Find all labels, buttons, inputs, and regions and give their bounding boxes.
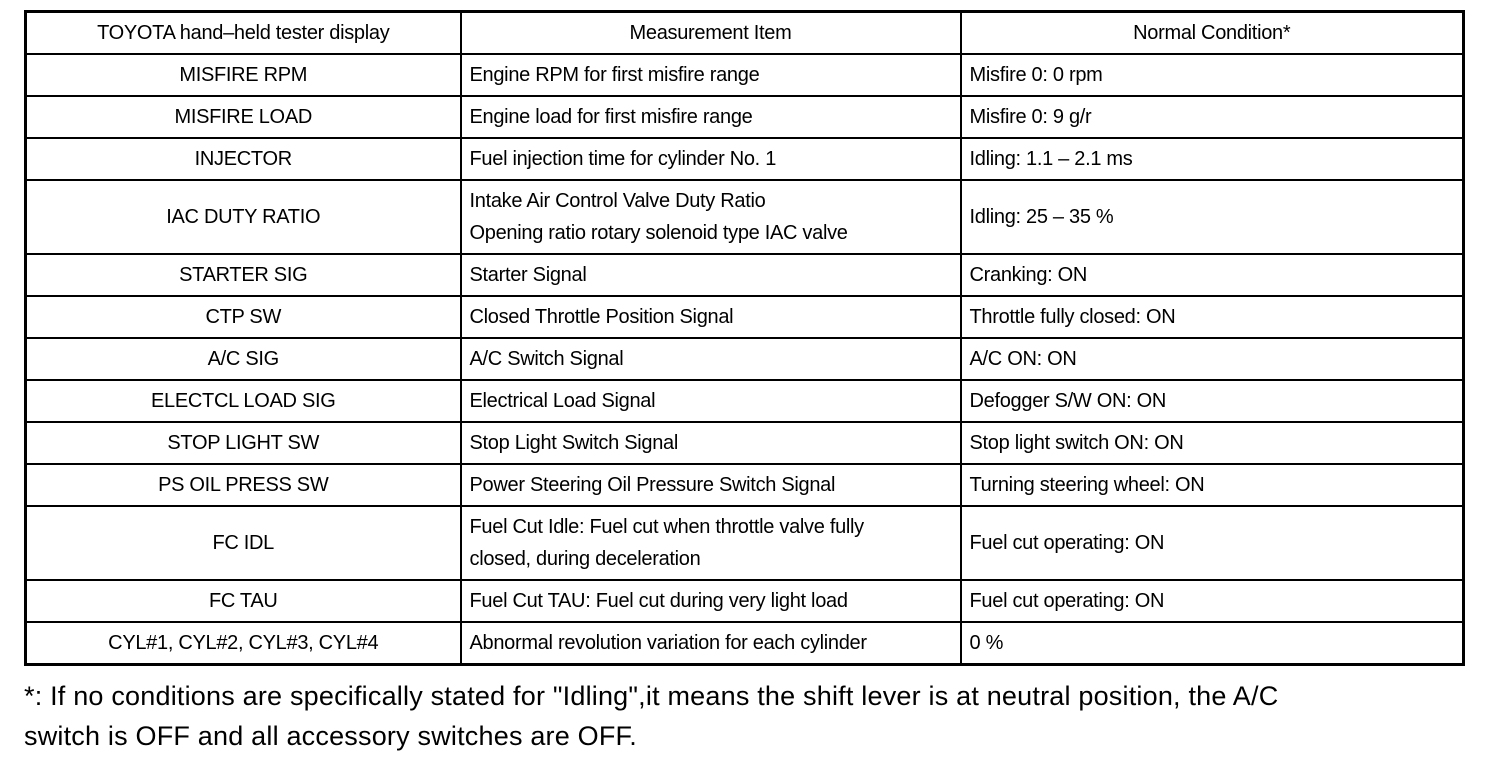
cell-tester-display: IAC DUTY RATIO [26, 180, 461, 254]
cell-tester-display: STARTER SIG [26, 254, 461, 296]
table-row [26, 180, 1464, 254]
header-tester-display: TOYOTA hand–held tester display [26, 12, 461, 55]
table-row [26, 506, 1464, 580]
header-normal-condition: Normal Condition* [961, 12, 1464, 55]
cell-measurement-item [461, 422, 961, 464]
spec-table [24, 10, 1465, 666]
measurement-item-line: Fuel Cut Idle: Fuel cut when throttle valve fully [469, 516, 864, 538]
measurement-item-line: Engine RPM for first misfire range [469, 64, 760, 86]
cell-tester-display: PS OIL PRESS SW [26, 464, 461, 506]
cell-normal-condition: Cranking: ON [961, 254, 1464, 296]
table-row [26, 96, 1464, 138]
table-row [26, 296, 1464, 338]
table-row [26, 464, 1464, 506]
cell-tester-display: INJECTOR [26, 138, 461, 180]
measurement-item-line: Electrical Load Signal [469, 390, 656, 412]
table-row [26, 138, 1464, 180]
cell-normal-condition: Idling: 25 – 35 % [961, 180, 1464, 254]
table-row [26, 622, 1464, 665]
measurement-item-line: Engine load for first misfire range [469, 106, 753, 128]
cell-measurement-item [461, 464, 961, 506]
table-row [26, 380, 1464, 422]
cell-measurement-item [461, 96, 961, 138]
measurement-item-line: Stop Light Switch Signal [469, 432, 678, 454]
cell-normal-condition: Idling: 1.1 – 2.1 ms [961, 138, 1464, 180]
table-body [26, 54, 1464, 665]
cell-tester-display: CTP SW [26, 296, 461, 338]
cell-normal-condition: Misfire 0: 0 rpm [961, 54, 1464, 96]
table-row [26, 54, 1464, 96]
header-measurement-item: Measurement Item [461, 12, 961, 55]
cell-measurement-item [461, 296, 961, 338]
cell-tester-display: MISFIRE RPM [26, 54, 461, 96]
table-row [26, 338, 1464, 380]
measurement-item-line: Opening ratio rotary solenoid type IAC valve [469, 222, 848, 244]
cell-tester-display: FC TAU [26, 580, 461, 622]
footnote-line: *: If no conditions are specifically stated for "Idling",it means the shift lever is at neutral position, the A/C [24, 681, 1279, 711]
cell-measurement-item [461, 338, 961, 380]
cell-tester-display: A/C SIG [26, 338, 461, 380]
measurement-item-line: A/C Switch Signal [469, 348, 624, 370]
footnote-line: switch is OFF and all accessory switches are OFF. [24, 721, 637, 751]
cell-measurement-item [461, 580, 961, 622]
measurement-item-line: Fuel injection time for cylinder No. 1 [469, 148, 777, 170]
measurement-item-line: Intake Air Control Valve Duty Ratio [469, 190, 766, 212]
table-row [26, 254, 1464, 296]
cell-normal-condition: Throttle fully closed: ON [961, 296, 1464, 338]
cell-normal-condition: Fuel cut operating: ON [961, 506, 1464, 580]
cell-tester-display: CYL#1, CYL#2, CYL#3, CYL#4 [26, 622, 461, 665]
measurement-item-line: Starter Signal [469, 264, 587, 286]
cell-normal-condition: Stop light switch ON: ON [961, 422, 1464, 464]
cell-measurement-item [461, 622, 961, 665]
cell-measurement-item [461, 54, 961, 96]
cell-normal-condition: A/C ON: ON [961, 338, 1464, 380]
cell-tester-display: FC IDL [26, 506, 461, 580]
cell-measurement-item [461, 254, 961, 296]
measurement-item-line: closed, during deceleration [469, 548, 701, 570]
table-row [26, 580, 1464, 622]
cell-measurement-item [461, 180, 961, 254]
cell-measurement-item [461, 380, 961, 422]
cell-normal-condition: Defogger S/W ON: ON [961, 380, 1464, 422]
cell-normal-condition: Misfire 0: 9 g/r [961, 96, 1464, 138]
measurement-item-line: Power Steering Oil Pressure Switch Signal [469, 474, 836, 496]
footnote [24, 676, 1474, 756]
table-row [26, 422, 1464, 464]
measurement-item-line: Fuel Cut TAU: Fuel cut during very light load [469, 590, 848, 612]
cell-tester-display: ELECTCL LOAD SIG [26, 380, 461, 422]
cell-normal-condition: 0 % [961, 622, 1464, 665]
cell-normal-condition: Fuel cut operating: ON [961, 580, 1464, 622]
cell-tester-display: MISFIRE LOAD [26, 96, 461, 138]
measurement-item-line: Abnormal revolution variation for each cylinder [469, 632, 867, 654]
cell-measurement-item [461, 506, 961, 580]
cell-normal-condition: Turning steering wheel: ON [961, 464, 1464, 506]
table-header-row [26, 12, 1464, 55]
measurement-item-line: Closed Throttle Position Signal [469, 306, 734, 328]
cell-tester-display: STOP LIGHT SW [26, 422, 461, 464]
cell-measurement-item [461, 138, 961, 180]
